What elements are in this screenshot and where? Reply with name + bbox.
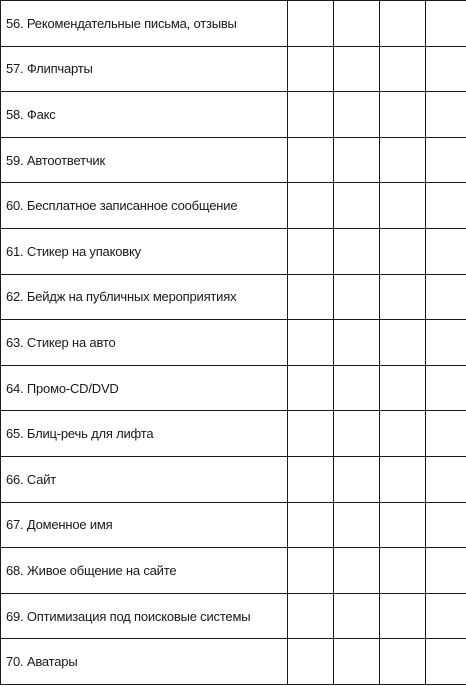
check-cell[interactable]	[380, 228, 426, 274]
table-row	[1, 502, 466, 548]
table-row	[1, 365, 466, 411]
check-cell[interactable]	[288, 183, 334, 229]
row-label: 60. Бесплатное записанное сообщение	[1, 183, 288, 229]
check-cell[interactable]	[334, 456, 380, 502]
check-cell[interactable]	[288, 548, 334, 594]
check-cell[interactable]	[334, 548, 380, 594]
check-cell[interactable]	[288, 411, 334, 457]
table-row	[1, 274, 466, 320]
table-row	[1, 593, 466, 639]
row-label: 63. Стикер на авто	[1, 320, 288, 366]
check-cell[interactable]	[426, 365, 466, 411]
check-cell[interactable]	[380, 593, 426, 639]
table-row	[1, 228, 466, 274]
row-label: 61. Стикер на упаковку	[1, 228, 288, 274]
row-label: 64. Промо-CD/DVD	[1, 365, 288, 411]
check-cell[interactable]	[426, 46, 466, 92]
row-label: 70. Аватары	[1, 639, 288, 685]
row-label: 66. Сайт	[1, 456, 288, 502]
row-label: 58. Факс	[1, 92, 288, 138]
table-row	[1, 639, 466, 685]
check-cell[interactable]	[288, 365, 334, 411]
check-cell[interactable]	[426, 593, 466, 639]
check-cell[interactable]	[426, 548, 466, 594]
table-row	[1, 183, 466, 229]
check-cell[interactable]	[334, 320, 380, 366]
row-label: 59. Автоответчик	[1, 137, 288, 183]
check-cell[interactable]	[288, 1, 334, 47]
check-cell[interactable]	[380, 365, 426, 411]
check-cell[interactable]	[380, 183, 426, 229]
table-row	[1, 456, 466, 502]
table-row	[1, 92, 466, 138]
table-row	[1, 548, 466, 594]
check-cell[interactable]	[380, 320, 426, 366]
table-row	[1, 320, 466, 366]
check-cell[interactable]	[334, 274, 380, 320]
check-cell[interactable]	[380, 46, 426, 92]
check-cell[interactable]	[288, 639, 334, 685]
check-cell[interactable]	[380, 548, 426, 594]
check-cell[interactable]	[426, 228, 466, 274]
check-cell[interactable]	[334, 92, 380, 138]
check-cell[interactable]	[288, 274, 334, 320]
check-cell[interactable]	[334, 502, 380, 548]
check-cell[interactable]	[288, 502, 334, 548]
check-cell[interactable]	[334, 46, 380, 92]
check-cell[interactable]	[288, 456, 334, 502]
row-label: 65. Блиц-речь для лифта	[1, 411, 288, 457]
check-cell[interactable]	[288, 137, 334, 183]
check-cell[interactable]	[426, 502, 466, 548]
check-cell[interactable]	[334, 639, 380, 685]
check-cell[interactable]	[426, 1, 466, 47]
row-label: 62. Бейдж на публичных мероприятиях	[1, 274, 288, 320]
table-row	[1, 46, 466, 92]
check-cell[interactable]	[288, 46, 334, 92]
check-cell[interactable]	[380, 502, 426, 548]
check-cell[interactable]	[426, 183, 466, 229]
check-cell[interactable]	[380, 137, 426, 183]
check-cell[interactable]	[334, 137, 380, 183]
check-cell[interactable]	[380, 456, 426, 502]
check-cell[interactable]	[334, 183, 380, 229]
check-cell[interactable]	[288, 320, 334, 366]
check-cell[interactable]	[334, 411, 380, 457]
check-cell[interactable]	[426, 92, 466, 138]
check-cell[interactable]	[380, 639, 426, 685]
check-cell[interactable]	[334, 228, 380, 274]
check-cell[interactable]	[426, 411, 466, 457]
row-label: 68. Живое общение на сайте	[1, 548, 288, 594]
check-cell[interactable]	[288, 593, 334, 639]
check-cell[interactable]	[380, 1, 426, 47]
check-cell[interactable]	[426, 274, 466, 320]
row-label: 69. Оптимизация под поисковые системы	[1, 593, 288, 639]
check-cell[interactable]	[288, 92, 334, 138]
row-label: 56. Рекомендательные письма, отзывы	[1, 1, 288, 47]
check-cell[interactable]	[380, 92, 426, 138]
row-label: 57. Флипчарты	[1, 46, 288, 92]
table-row	[1, 1, 466, 47]
table-row	[1, 411, 466, 457]
check-cell[interactable]	[334, 1, 380, 47]
check-cell[interactable]	[334, 593, 380, 639]
check-cell[interactable]	[288, 228, 334, 274]
table-row	[1, 137, 466, 183]
check-cell[interactable]	[426, 456, 466, 502]
check-cell[interactable]	[380, 274, 426, 320]
check-cell[interactable]	[426, 137, 466, 183]
check-cell[interactable]	[380, 411, 426, 457]
check-cell[interactable]	[334, 365, 380, 411]
check-cell[interactable]	[426, 639, 466, 685]
check-cell[interactable]	[426, 320, 466, 366]
row-label: 67. Доменное имя	[1, 502, 288, 548]
